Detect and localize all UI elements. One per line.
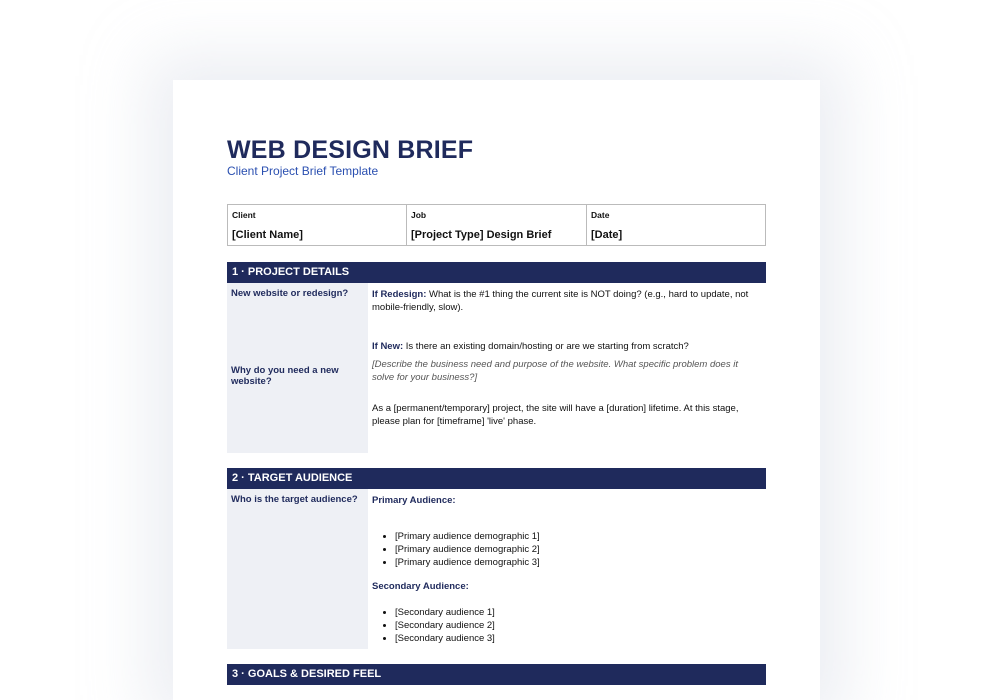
info-value[interactable]: [Client Name] [232, 229, 303, 241]
info-label: Date [591, 210, 610, 220]
section-target-audience [227, 468, 766, 649]
question-column [227, 489, 368, 649]
info-client [228, 205, 407, 245]
document-subtitle: Client Project Brief Template [227, 164, 379, 178]
info-table [227, 204, 766, 246]
section-header: 1 · PROJECT DETAILS [227, 262, 766, 283]
question-label: New website or redesign? [231, 288, 349, 299]
table-row [227, 489, 766, 649]
question-label: Why do you need a new website? [231, 365, 339, 387]
primary-audience-label: Primary Audience: [372, 495, 456, 506]
secondary-audience-label: Secondary Audience: [372, 581, 469, 592]
question-column [227, 283, 368, 453]
section-header: 3 · GOALS & DESIRED FEEL [227, 664, 766, 685]
redesign-label: If Redesign: [372, 289, 427, 300]
purpose-placeholder: [Describe the business need and purpose of the website. What specific problem does it solve for your business?] [372, 359, 738, 383]
info-value[interactable]: [Project Type] Design Brief [411, 229, 552, 241]
new-label: If New: [372, 341, 404, 352]
info-label: Client [232, 210, 256, 220]
lifetime-text: As a [permanent/temporary] project, the site will have a [duration] lifetime. At this stage, please plan for [timeframe] 'live' phase. [372, 403, 739, 427]
info-job [407, 205, 587, 245]
list-item: • [Primary audience demographic 3] [395, 556, 762, 569]
secondary-audience-list [395, 606, 762, 645]
list-item: • [Primary audience demographic 2] [395, 543, 762, 556]
answer-column[interactable] [368, 283, 766, 453]
section-goals [227, 664, 766, 685]
info-label: Job [411, 210, 427, 220]
list-item: • [Secondary audience 3] [395, 632, 762, 645]
question-label: Who is the target audience? [231, 494, 358, 505]
redesign-text: What is the #1 thing the current site is NOT doing? (e.g., hard to update, not mobile-friendly, slow). [372, 289, 749, 313]
info-date [587, 205, 765, 245]
table-row [227, 283, 766, 453]
section-project-details [227, 262, 766, 453]
list-item: • [Secondary audience 1] [395, 606, 762, 619]
section-header: 2 · TARGET AUDIENCE [227, 468, 766, 489]
answer-column[interactable] [368, 489, 766, 649]
new-text: Is there an existing domain/hosting or are we starting from scratch? [403, 341, 689, 352]
info-value[interactable]: [Date] [591, 229, 623, 241]
document-title: WEB DESIGN BRIEF [227, 136, 474, 164]
list-item: • [Primary audience demographic 1] [395, 530, 762, 543]
list-item: • [Secondary audience 2] [395, 619, 762, 632]
primary-audience-list [395, 530, 762, 580]
document-page [173, 80, 820, 700]
